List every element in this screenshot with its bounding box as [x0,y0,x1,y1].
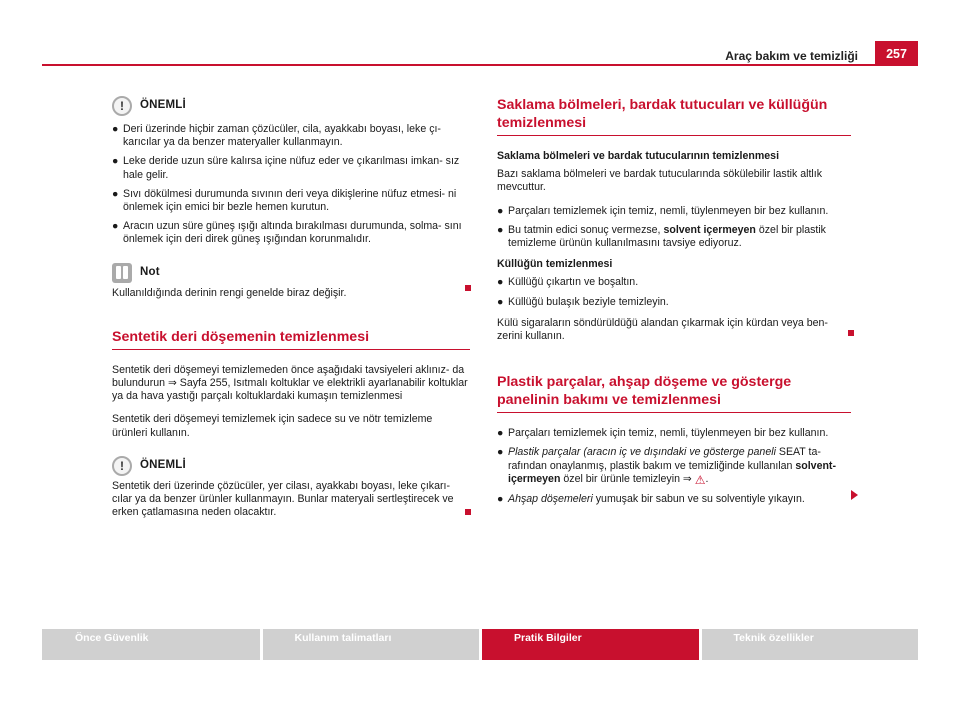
list-item: ● Bu tatmin edici sonuç vermezse, solvent içermeyen özel bir plastik temizleme ürünün kullanılmasını tavsiye ediyoruz. [497,223,826,250]
list-item: ● Sıvı dökülmesi durumunda sıvının deri veya dikişlerine nüfuz etmesi- ni önlemek için emici bir bezle hemen kurutun. [112,187,457,214]
sub-title: Saklama bölmeleri ve bardak tutucularının temizlenmesi [497,150,780,162]
section-title: Saklama bölmeleri, bardak tutucuları ve küllüğün temizlenmesi [497,96,851,136]
section-title: Sentetik deri döşemenin temizlenmesi [112,328,470,350]
list-item: ● Deri üzerinde hiçbir zaman çözücüler, cila, ayakkabı boyası, leke çı- karıcılar ya da benzer materyaller kullanmayın. [112,123,441,149]
list-item: ● Parçaları temizlemek için temiz, nemli, tüylenmeyen bir bez kullanın. [497,204,829,217]
tab-pratik-bilgiler[interactable]: Pratik Bilgiler [482,629,699,660]
sub-title: Küllüğün temizlenmesi [497,258,613,271]
list-item: ● Aracın uzun süre güneş ışığı altında bırakılması durumunda, solma- sını önlemek için deri direk güneş ışığından korunmalıdır. [112,220,462,246]
paragraph: Sentetik deri döşemeyi temizlemek için sadece su ve nötr temizleme ürünleri kullanın. [112,413,433,439]
warning-icon: ⚠ [694,472,706,487]
exclamation-icon: ! [112,96,132,116]
end-mark [465,285,471,291]
paragraph: Sentetik deri üzerinde çözücüler, yer cilası, ayakkabı boyası, leke çıkarı- cılar ya da benzer ürünler kullanmayın. Bunlar materyali sertleştirecek ve erken çatlamasına neden olacaktır. [112,479,454,519]
list-item: ● Küllüğü bulaşık beziyle temizleyin. [497,295,669,308]
paragraph: Külü sigaraların söndürüldüğü alandan çıkarmak için kürdan veya ben- zerini kullanın. [497,316,828,343]
important-title: ÖNEMLİ [140,99,186,112]
list-item: ● Parçaları temizlemek için temiz, nemli, tüylenmeyen bir bez kullanın. [497,427,829,440]
list-item: ● Küllüğü çıkartın ve boşaltın. [497,276,639,289]
important-title: ÖNEMLİ [140,459,186,472]
end-mark [465,509,471,515]
tab-teknik-ozellikler[interactable]: Teknik özellikler [702,629,919,660]
header-title: Araç bakım ve temizliği [725,49,858,63]
note-head [112,263,470,283]
continue-arrow-icon [851,490,858,500]
exclamation-icon: ! [112,456,132,476]
important-note-head [112,456,470,476]
list-item: ● Plastik parçalar (aracın iç ve dışındaki ve gösterge paneli SEAT ta- rafından onaylanmış, plastik bakım ve temizliğinde kullanılan solvent- içermeyen özel bir ürünle temizleyin ⇒ ⚠. [497,446,836,487]
footer-tabs [42,629,918,660]
important-note-head [112,96,470,116]
note-title: Not [140,266,160,279]
tab-kullanim-talimatlari[interactable]: Kullanım talimatları [263,629,480,660]
paragraph: Bazı saklama bölmeleri ve bardak tutucularında sökülebilir lastik altlık mevcuttur. [497,168,823,194]
note-text: Kullanıldığında derinin rengi genelde biraz değişir. [112,286,347,299]
header-rule [42,64,918,66]
end-mark [848,330,854,336]
paragraph: Sentetik deri döşemeyi temizlemeden önce aşağıdaki tavsiyeleri aklınız- da bulundurun ⇒ Sayfa 255, Isıtmalı koltuklar ve elektrikli ayarlanabilir koltuklar ya da hava yastığı parçalı koltuklardaki kumaşın temizlenmesi [112,363,468,403]
page-number: 257 [875,41,918,65]
left-column [112,96,470,525]
section-title: Plastik parçalar, ahşap döşeme ve gösterge panelinin bakımı ve temizlenmesi [497,373,851,413]
tab-once-guvenlik[interactable]: Önce Güvenlik [42,629,260,660]
book-icon [112,263,132,283]
list-item: ● Leke deride uzun süre kalırsa içine nüfuz eder ve çıkarılması imkan- sız hale gelir. [112,155,460,181]
list-item: ● Ahşap döşemeleri yumuşak bir sabun ve su solventiyle yıkayın. [497,493,805,506]
right-column [497,96,851,512]
